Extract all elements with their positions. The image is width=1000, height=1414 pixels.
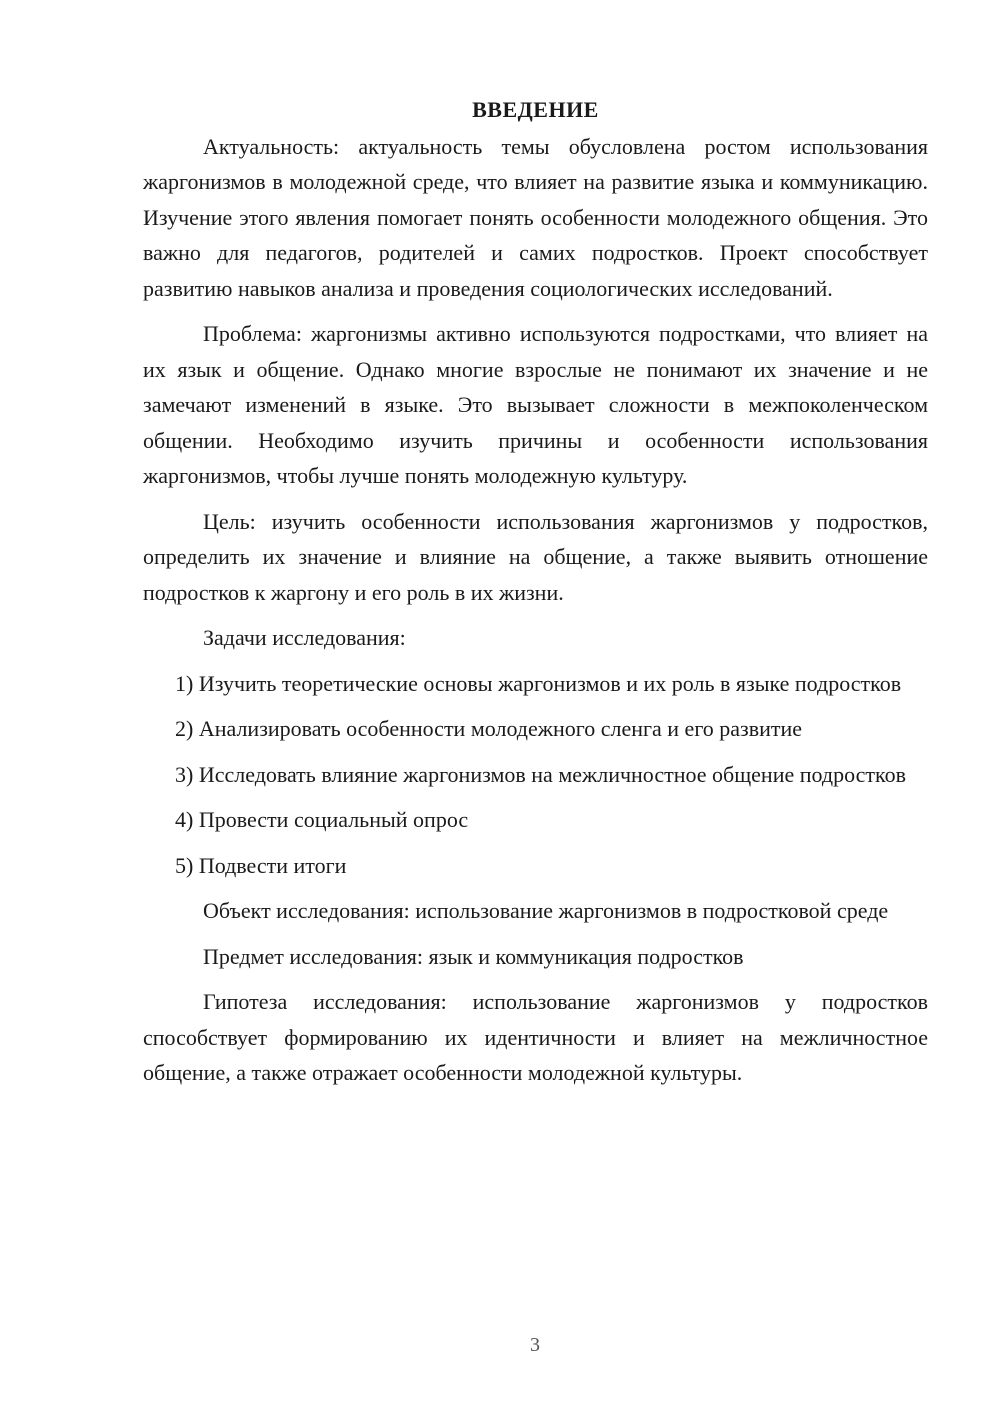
relevance-paragraph: Актуальность: актуальность темы обусловлена ростом использования жаргонизмов в молодежной среде, что влияет на развитие языка и коммуникацию. Изучение этого явления помогает понять особенности молодежного общения. Это важно для педагогов, родителей и самих подростков. Проект способствует развитию навыков анализа и проведения социологических исследований.: [143, 133, 928, 301]
tasks-heading: Задачи исследования:: [203, 625, 406, 650]
task-item: 4) Провести социальный опрос: [175, 807, 469, 832]
goal-paragraph: Цель: изучить особенности использования жаргонизмов у подростков, определить их значение и влияние на общение, а также выявить отношение подростков к жаргону и его роль в их жизни.: [143, 508, 928, 605]
task-item: 5) Подвести итоги: [175, 852, 347, 878]
subject-paragraph: Предмет исследования: язык и коммуникация подростков: [203, 943, 744, 969]
task-item: 1) Изучить теоретические основы жаргонизмов и их роль в языке подростков: [175, 670, 902, 696]
task-item: 2) Анализировать особенности молодежного сленга и его развитие: [175, 716, 803, 741]
hypothesis-paragraph: Гипотеза исследования: использование жаргонизмов у подростков способствует формированию их идентичности и влияет на межличностное общение, а также отражает особенности молодежной культуры.: [143, 989, 928, 1085]
problem-paragraph: Проблема: жаргонизмы активно используются подростками, что влияет на их язык и общение. Однако многие взрослые не понимают их значение и не замечают изменений в языке. Это вызывает сложности в межпоколенческом общении. Необходимо изучить причины и особенности использования жаргонизмов, чтобы лучше понять молодежную культуру.: [143, 321, 928, 488]
task-item: 3) Исследовать влияние жаргонизмов на межличностное общение подростков: [175, 761, 906, 787]
page-title: ВВЕДЕНИЕ: [472, 97, 599, 122]
page-number: 3: [530, 1334, 540, 1356]
object-paragraph: Объект исследования: использование жаргонизмов в подростковой среде: [203, 898, 889, 923]
document-page: [143, 92, 928, 1101]
